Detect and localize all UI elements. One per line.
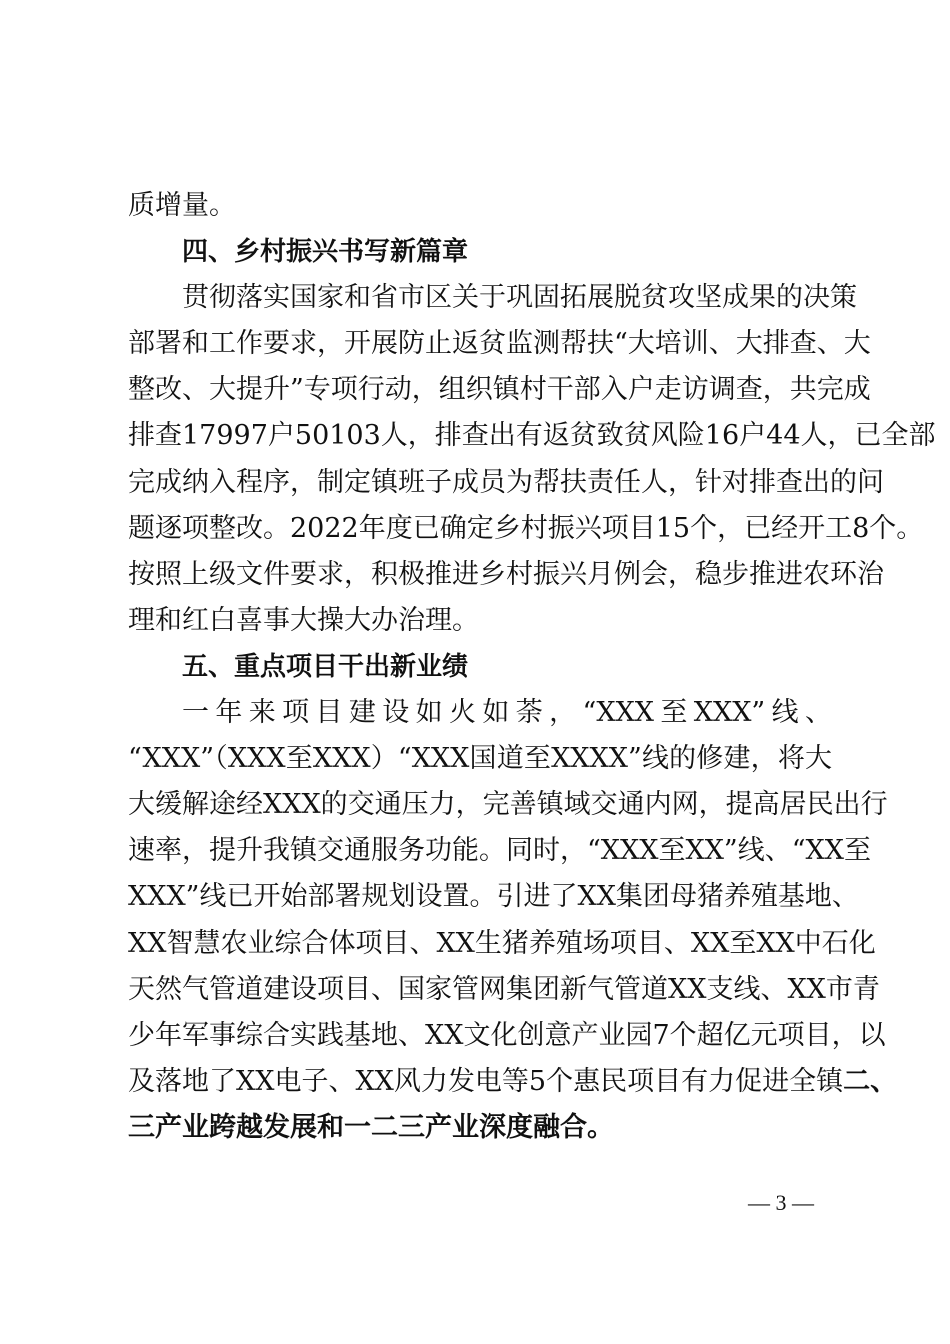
paragraph-key-projects <box>128 690 898 1151</box>
text-line: 大缓解途经XXX的交通压力，完善镇域交通内网，提高居民出行 <box>128 789 888 821</box>
text-line: 少年军事综合实践基地、XX文化创意产业园7个超亿元项目，以 <box>128 1019 886 1051</box>
text-line: 天然气管道建设项目、国家管网集团新气管道XX支线、XX市青 <box>128 973 880 1005</box>
bold-text-line: 三产业跨越发展和一二三产业深度融合。 <box>128 1111 614 1143</box>
section-heading-4: 四、乡村振兴书写新篇章 <box>182 237 469 268</box>
page-number: — 3 — <box>748 1190 814 1215</box>
text-line: 贯彻落实国家和省市区关于巩固拓展脱贫攻坚成果的决策 <box>182 282 857 314</box>
text-line: 整改、大提升”专项行动，组织镇村干部入户走访调查，共完成 <box>128 374 871 406</box>
text-segment: 及落地了XX电子、XX风力发电等5个惠民项目有力促进全镇 <box>128 1065 844 1097</box>
text-line <box>128 1059 898 1105</box>
bold-text-segment: 二、 <box>843 1065 898 1097</box>
text-line: 理和红白喜事大操大办治理。 <box>128 604 479 636</box>
section-heading-5: 五、重点项目干出新业绩 <box>182 651 469 682</box>
text-line: “XXX”（XXX至XXX）“XXX国道至XXXX”线的修建，将大 <box>128 743 832 775</box>
document-body <box>128 183 936 1151</box>
text-line: 按照上级文件要求，积极推进乡村振兴月例会，稳步推进农环治 <box>128 558 884 590</box>
text-line: XXX”线已开始部署规划设置。引进了XX集团母猪养殖基地、 <box>128 881 859 913</box>
paragraph-continuation: 质增量。 <box>128 190 236 221</box>
text-line: XX智慧农业综合体项目、XX生猪养殖场项目、XX至XX中石化 <box>128 927 876 959</box>
text-line: 部署和工作要求，开展防止返贫监测帮扶“大培训、大排查、大 <box>128 328 871 360</box>
text-line: 题逐项整改。2022年度已确定乡村振兴项目15个，已经开工8个。 <box>128 512 924 544</box>
text-line: 排查17997户50103人，排查出有返贫致贫风险16户44人，已全部 <box>128 420 936 452</box>
text-line: 完成纳入程序，制定镇班子成员为帮扶责任人，针对排查出的问 <box>128 466 884 498</box>
paragraph-rural-revitalization <box>128 275 936 644</box>
text-line: 一年来项目建设如火如荼，“XXX至XXX”线、 <box>182 697 832 729</box>
text-line: 速率，提升我镇交通服务功能。同时，“XXX至XX”线、“XX至 <box>128 835 871 867</box>
